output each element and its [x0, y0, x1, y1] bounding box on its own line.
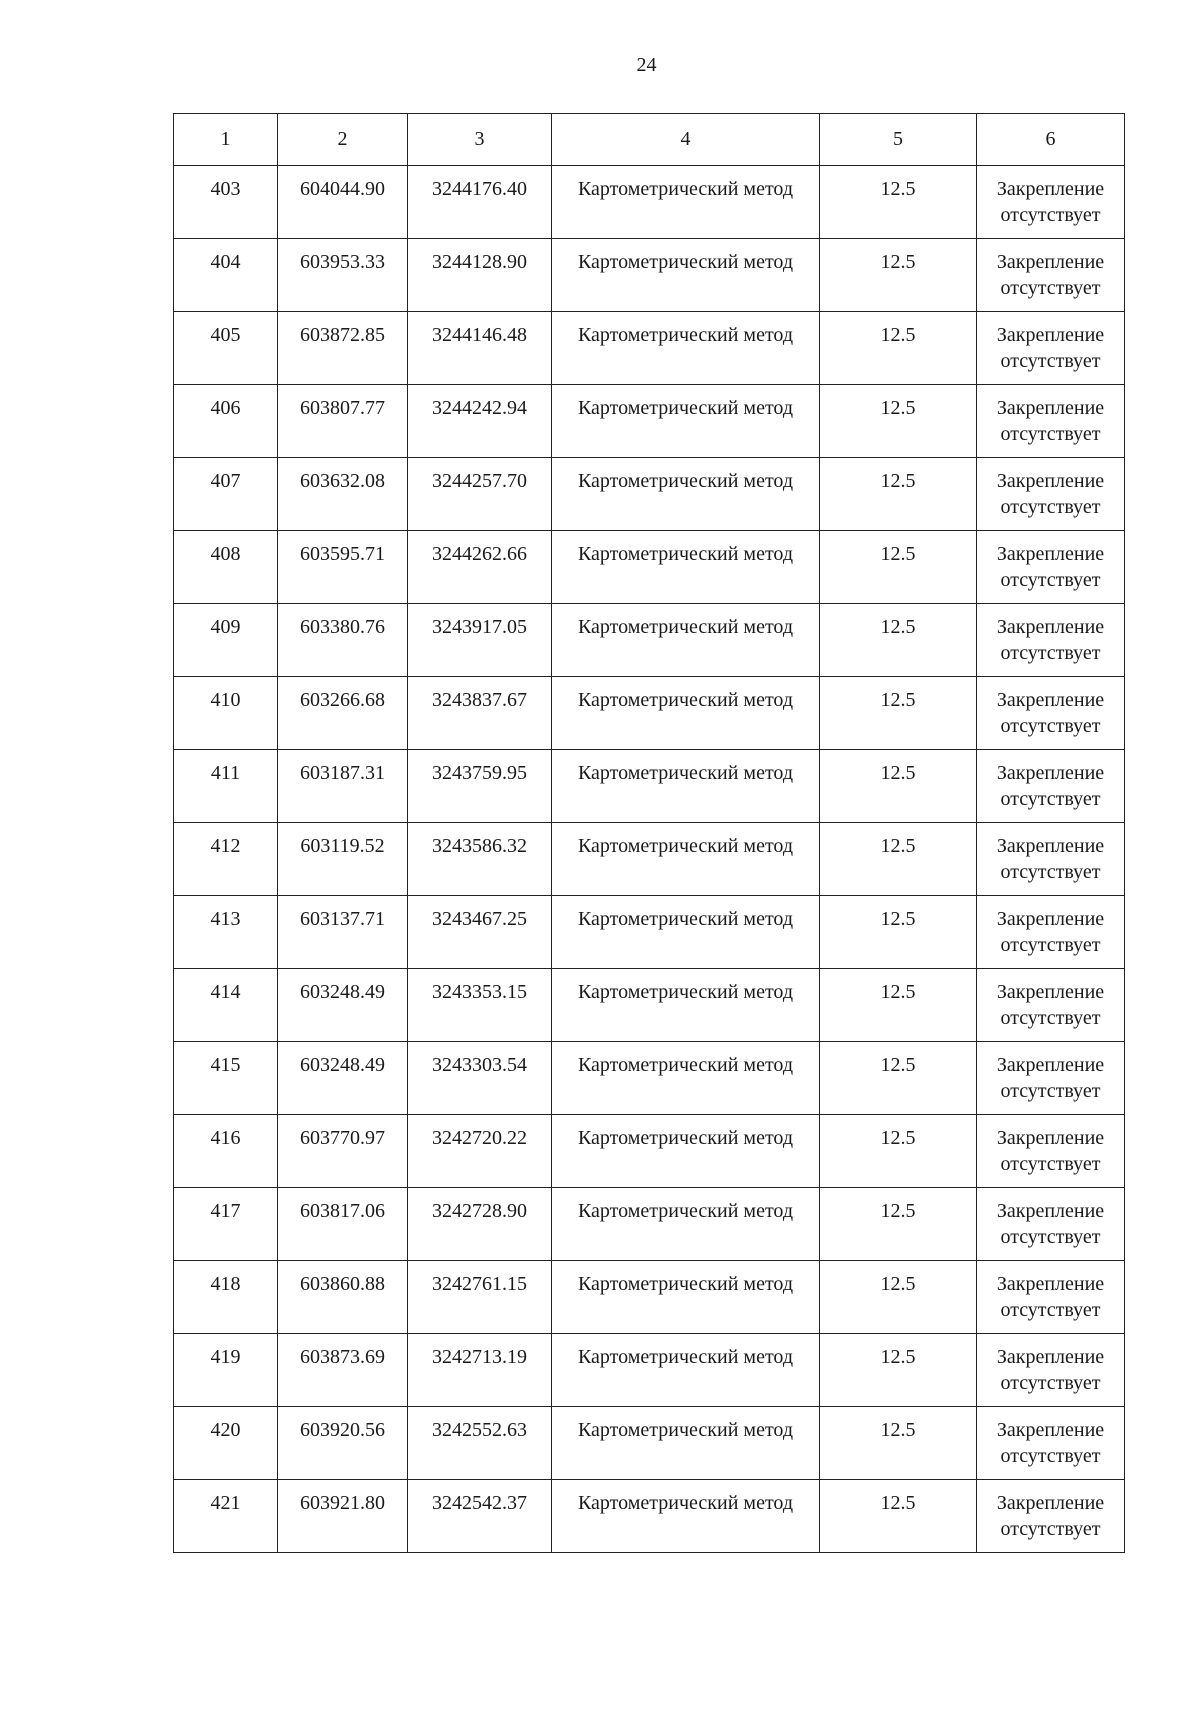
method-cell: Картометрический метод	[552, 166, 820, 239]
point-number-cell: 403	[174, 166, 278, 239]
accuracy-cell: 12.5	[820, 1188, 977, 1261]
column-header-4: 4	[552, 114, 820, 166]
y-coordinate-cell: 3244242.94	[408, 385, 552, 458]
point-number-cell: 413	[174, 896, 278, 969]
table-row	[174, 1042, 1125, 1115]
accuracy-cell: 12.5	[820, 1261, 977, 1334]
x-coordinate-cell: 603953.33	[278, 239, 408, 312]
accuracy-cell: 12.5	[820, 385, 977, 458]
x-coordinate-cell: 603770.97	[278, 1115, 408, 1188]
x-coordinate-cell: 603807.77	[278, 385, 408, 458]
column-header-3: 3	[408, 114, 552, 166]
fixation-line-1: Закрепление	[996, 835, 1105, 857]
fixation-cell	[977, 969, 1125, 1042]
fixation-line-1: Закрепление	[996, 178, 1105, 200]
coordinates-table	[173, 113, 1125, 1553]
fixation-cell	[977, 531, 1125, 604]
y-coordinate-cell: 3242542.37	[408, 1480, 552, 1553]
point-number-cell: 417	[174, 1188, 278, 1261]
method-cell: Картометрический метод	[552, 531, 820, 604]
fixation-cell	[977, 1480, 1125, 1553]
point-number-cell: 412	[174, 823, 278, 896]
method-cell: Картометрический метод	[552, 1334, 820, 1407]
x-coordinate-cell: 603872.85	[278, 312, 408, 385]
table-row	[174, 239, 1125, 312]
table-row	[174, 1334, 1125, 1407]
fixation-line-2: отсутствует	[1000, 642, 1101, 664]
column-header-5: 5	[820, 114, 977, 166]
x-coordinate-cell: 603380.76	[278, 604, 408, 677]
point-number-cell: 421	[174, 1480, 278, 1553]
accuracy-cell: 12.5	[820, 1115, 977, 1188]
x-coordinate-cell: 604044.90	[278, 166, 408, 239]
fixation-line-1: Закрепление	[996, 397, 1105, 419]
fixation-line-1: Закрепление	[996, 616, 1105, 638]
fixation-cell	[977, 239, 1125, 312]
fixation-line-2: отсутствует	[1000, 1007, 1101, 1029]
fixation-cell	[977, 1334, 1125, 1407]
fixation-line-2: отсутствует	[1000, 1153, 1101, 1175]
fixation-cell	[977, 385, 1125, 458]
y-coordinate-cell: 3243303.54	[408, 1042, 552, 1115]
x-coordinate-cell: 603873.69	[278, 1334, 408, 1407]
fixation-cell	[977, 166, 1125, 239]
y-coordinate-cell: 3244262.66	[408, 531, 552, 604]
table-header	[174, 114, 1125, 166]
accuracy-cell: 12.5	[820, 1407, 977, 1480]
method-cell: Картометрический метод	[552, 1042, 820, 1115]
fixation-line-1: Закрепление	[996, 1419, 1105, 1441]
method-cell: Картометрический метод	[552, 385, 820, 458]
point-number-cell: 410	[174, 677, 278, 750]
point-number-cell: 418	[174, 1261, 278, 1334]
table-row	[174, 823, 1125, 896]
fixation-line-2: отсутствует	[1000, 423, 1101, 445]
x-coordinate-cell: 603595.71	[278, 531, 408, 604]
accuracy-cell: 12.5	[820, 312, 977, 385]
y-coordinate-cell: 3244176.40	[408, 166, 552, 239]
fixation-line-1: Закрепление	[996, 1492, 1105, 1514]
method-cell: Картометрический метод	[552, 750, 820, 823]
fixation-line-2: отсутствует	[1000, 1299, 1101, 1321]
fixation-line-1: Закрепление	[996, 1273, 1105, 1295]
accuracy-cell: 12.5	[820, 458, 977, 531]
accuracy-cell: 12.5	[820, 239, 977, 312]
table-row	[174, 896, 1125, 969]
fixation-cell	[977, 896, 1125, 969]
method-cell: Картометрический метод	[552, 312, 820, 385]
fixation-cell	[977, 750, 1125, 823]
column-header-1: 1	[174, 114, 278, 166]
fixation-cell	[977, 823, 1125, 896]
x-coordinate-cell: 603137.71	[278, 896, 408, 969]
fixation-line-2: отсутствует	[1000, 1080, 1101, 1102]
method-cell: Картометрический метод	[552, 823, 820, 896]
fixation-line-1: Закрепление	[996, 762, 1105, 784]
fixation-cell	[977, 604, 1125, 677]
table-row	[174, 1480, 1125, 1553]
table-row	[174, 166, 1125, 239]
point-number-cell: 416	[174, 1115, 278, 1188]
method-cell: Картометрический метод	[552, 458, 820, 531]
fixation-line-1: Закрепление	[996, 981, 1105, 1003]
table-row	[174, 385, 1125, 458]
fixation-line-1: Закрепление	[996, 251, 1105, 273]
fixation-line-2: отсутствует	[1000, 934, 1101, 956]
header-row	[174, 114, 1125, 166]
fixation-cell	[977, 1042, 1125, 1115]
y-coordinate-cell: 3243917.05	[408, 604, 552, 677]
y-coordinate-cell: 3242713.19	[408, 1334, 552, 1407]
fixation-line-1: Закрепление	[996, 1346, 1105, 1368]
y-coordinate-cell: 3242720.22	[408, 1115, 552, 1188]
x-coordinate-cell: 603266.68	[278, 677, 408, 750]
fixation-line-1: Закрепление	[996, 1054, 1105, 1076]
method-cell: Картометрический метод	[552, 239, 820, 312]
y-coordinate-cell: 3243353.15	[408, 969, 552, 1042]
fixation-line-2: отсутствует	[1000, 277, 1101, 299]
column-header-6: 6	[977, 114, 1125, 166]
fixation-line-2: отсутствует	[1000, 1518, 1101, 1540]
table-row	[174, 458, 1125, 531]
accuracy-cell: 12.5	[820, 750, 977, 823]
x-coordinate-cell: 603817.06	[278, 1188, 408, 1261]
point-number-cell: 404	[174, 239, 278, 312]
point-number-cell: 406	[174, 385, 278, 458]
y-coordinate-cell: 3242552.63	[408, 1407, 552, 1480]
accuracy-cell: 12.5	[820, 166, 977, 239]
accuracy-cell: 12.5	[820, 1042, 977, 1115]
method-cell: Картометрический метод	[552, 1261, 820, 1334]
y-coordinate-cell: 3244146.48	[408, 312, 552, 385]
fixation-cell	[977, 312, 1125, 385]
point-number-cell: 419	[174, 1334, 278, 1407]
fixation-line-2: отсутствует	[1000, 861, 1101, 883]
fixation-cell	[977, 1261, 1125, 1334]
accuracy-cell: 12.5	[820, 531, 977, 604]
accuracy-cell: 12.5	[820, 823, 977, 896]
y-coordinate-cell: 3243759.95	[408, 750, 552, 823]
table-row	[174, 1261, 1125, 1334]
x-coordinate-cell: 603248.49	[278, 969, 408, 1042]
table-body	[174, 166, 1125, 1553]
fixation-line-1: Закрепление	[996, 1200, 1105, 1222]
point-number-cell: 408	[174, 531, 278, 604]
accuracy-cell: 12.5	[820, 896, 977, 969]
fixation-line-2: отсутствует	[1000, 1372, 1101, 1394]
point-number-cell: 411	[174, 750, 278, 823]
x-coordinate-cell: 603920.56	[278, 1407, 408, 1480]
accuracy-cell: 12.5	[820, 1334, 977, 1407]
method-cell: Картометрический метод	[552, 604, 820, 677]
y-coordinate-cell: 3243837.67	[408, 677, 552, 750]
y-coordinate-cell: 3243586.32	[408, 823, 552, 896]
fixation-line-1: Закрепление	[996, 543, 1105, 565]
fixation-cell	[977, 458, 1125, 531]
x-coordinate-cell: 603187.31	[278, 750, 408, 823]
x-coordinate-cell: 603632.08	[278, 458, 408, 531]
table-row	[174, 677, 1125, 750]
table-row	[174, 531, 1125, 604]
fixation-line-2: отсутствует	[1000, 204, 1101, 226]
method-cell: Картометрический метод	[552, 1115, 820, 1188]
fixation-line-1: Закрепление	[996, 908, 1105, 930]
table-row	[174, 1188, 1125, 1261]
fixation-line-2: отсутствует	[1000, 1445, 1101, 1467]
fixation-line-2: отсутствует	[1000, 569, 1101, 591]
y-coordinate-cell: 3242728.90	[408, 1188, 552, 1261]
y-coordinate-cell: 3242761.15	[408, 1261, 552, 1334]
y-coordinate-cell: 3244128.90	[408, 239, 552, 312]
method-cell: Картометрический метод	[552, 896, 820, 969]
point-number-cell: 409	[174, 604, 278, 677]
method-cell: Картометрический метод	[552, 969, 820, 1042]
fixation-line-1: Закрепление	[996, 689, 1105, 711]
x-coordinate-cell: 603248.49	[278, 1042, 408, 1115]
point-number-cell: 405	[174, 312, 278, 385]
x-coordinate-cell: 603860.88	[278, 1261, 408, 1334]
fixation-line-2: отсутствует	[1000, 350, 1101, 372]
fixation-line-2: отсутствует	[1000, 715, 1101, 737]
x-coordinate-cell: 603119.52	[278, 823, 408, 896]
method-cell: Картометрический метод	[552, 1407, 820, 1480]
accuracy-cell: 12.5	[820, 677, 977, 750]
method-cell: Картометрический метод	[552, 677, 820, 750]
point-number-cell: 420	[174, 1407, 278, 1480]
fixation-line-2: отсутствует	[1000, 1226, 1101, 1248]
fixation-cell	[977, 1188, 1125, 1261]
fixation-cell	[977, 677, 1125, 750]
method-cell: Картометрический метод	[552, 1480, 820, 1553]
accuracy-cell: 12.5	[820, 604, 977, 677]
point-number-cell: 414	[174, 969, 278, 1042]
accuracy-cell: 12.5	[820, 969, 977, 1042]
point-number-cell: 415	[174, 1042, 278, 1115]
x-coordinate-cell: 603921.80	[278, 1480, 408, 1553]
accuracy-cell: 12.5	[820, 1480, 977, 1553]
point-number-cell: 407	[174, 458, 278, 531]
y-coordinate-cell: 3244257.70	[408, 458, 552, 531]
table-row	[174, 604, 1125, 677]
table-row	[174, 969, 1125, 1042]
fixation-line-2: отсутствует	[1000, 496, 1101, 518]
fixation-line-2: отсутствует	[1000, 788, 1101, 810]
fixation-line-1: Закрепление	[996, 470, 1105, 492]
method-cell: Картометрический метод	[552, 1188, 820, 1261]
y-coordinate-cell: 3243467.25	[408, 896, 552, 969]
fixation-cell	[977, 1115, 1125, 1188]
table-row	[174, 750, 1125, 823]
fixation-cell	[977, 1407, 1125, 1480]
table-row	[174, 312, 1125, 385]
column-header-2: 2	[278, 114, 408, 166]
table-row	[174, 1115, 1125, 1188]
fixation-line-1: Закрепление	[996, 324, 1105, 346]
table-row	[174, 1407, 1125, 1480]
fixation-line-1: Закрепление	[996, 1127, 1105, 1149]
page-number: 24	[636, 54, 657, 76]
